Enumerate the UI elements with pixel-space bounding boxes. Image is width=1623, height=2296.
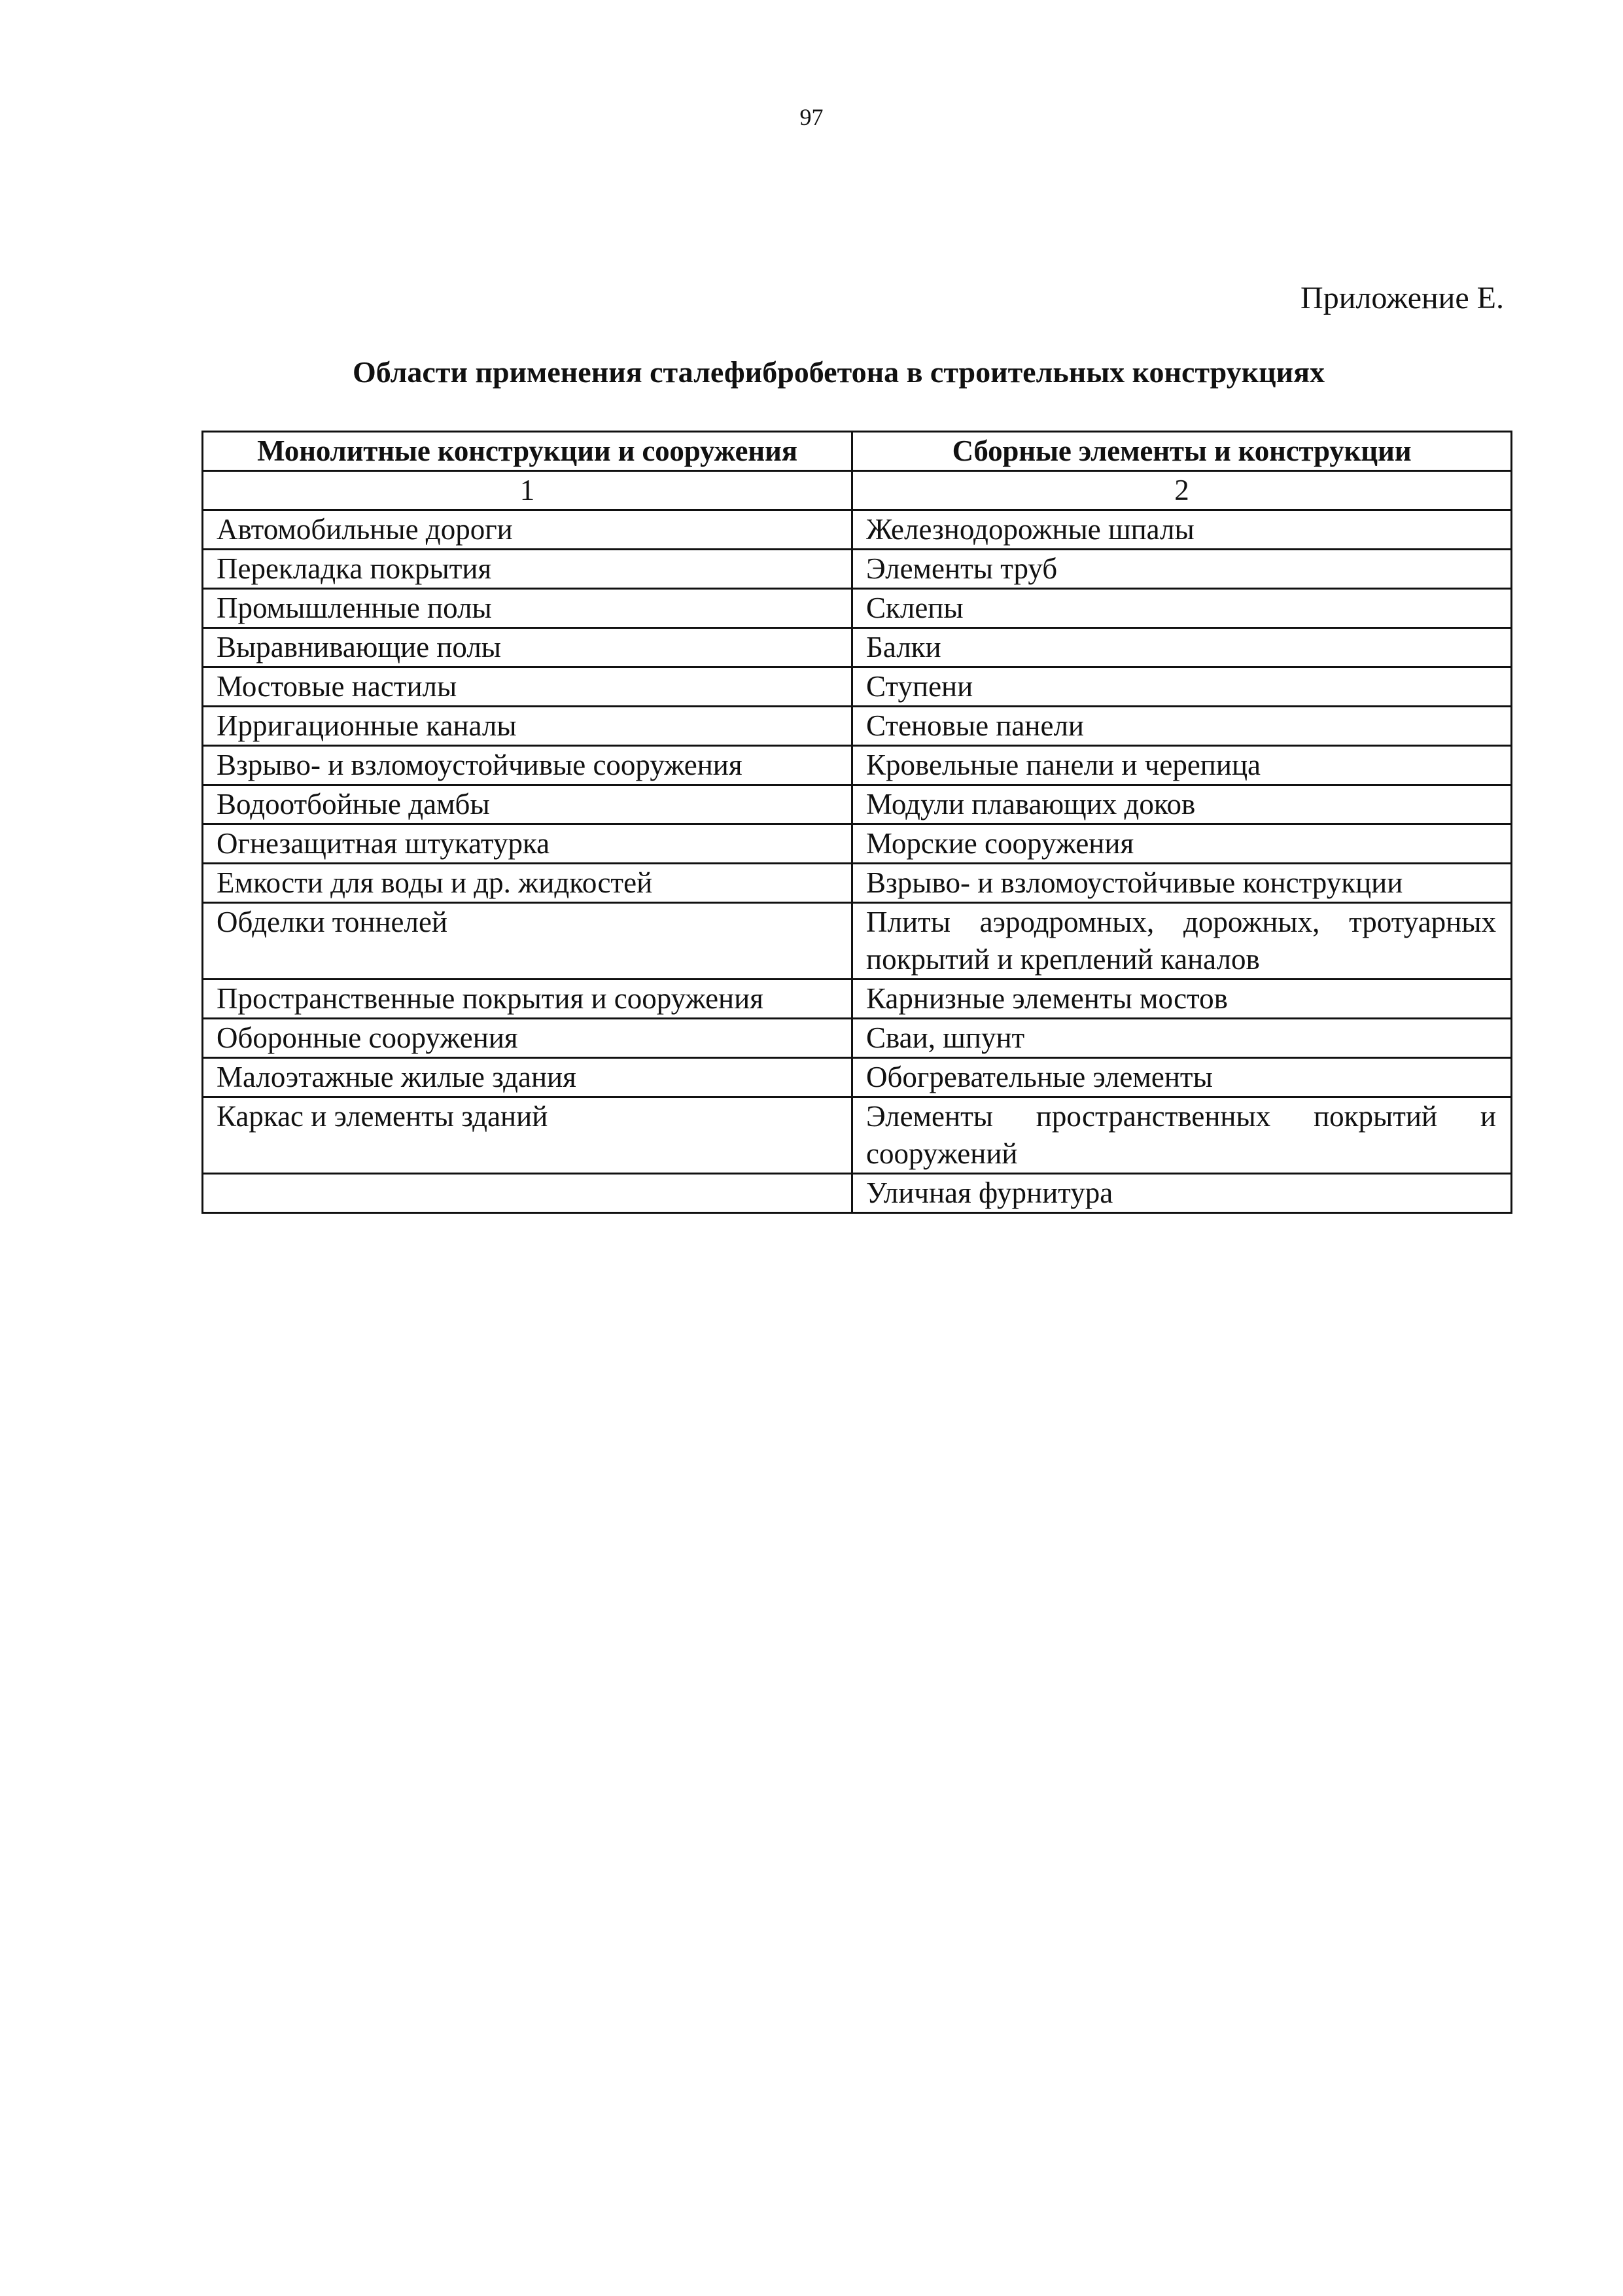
table-row bbox=[203, 550, 1512, 589]
precast-cell: Сваи, шпунт bbox=[852, 1019, 1512, 1058]
precast-cell: Морские сооружения bbox=[852, 824, 1512, 864]
table-row bbox=[203, 1174, 1512, 1213]
monolithic-cell: Ирригационные каналы bbox=[203, 707, 852, 746]
monolithic-cell: Перекладка покрытия bbox=[203, 550, 852, 589]
header-monolithic: Монолитные конструкции и сооружения bbox=[203, 432, 852, 471]
precast-cell: Склепы bbox=[852, 589, 1512, 628]
precast-cell: Уличная фурнитура bbox=[852, 1174, 1512, 1213]
table-row bbox=[203, 1019, 1512, 1058]
monolithic-cell: Мостовые настилы bbox=[203, 667, 852, 707]
table-row bbox=[203, 864, 1512, 903]
monolithic-cell: Пространственные покрытия и сооружения bbox=[203, 980, 852, 1019]
table-row bbox=[203, 589, 1512, 628]
precast-cell: Железнодорожные шпалы bbox=[852, 510, 1512, 550]
header-precast: Сборные элементы и конструкции bbox=[852, 432, 1512, 471]
precast-cell: Карнизные элементы мостов bbox=[852, 980, 1512, 1019]
table-row bbox=[203, 628, 1512, 667]
monolithic-cell: Автомобильные дороги bbox=[203, 510, 852, 550]
monolithic-cell: Малоэтажные жилые здания bbox=[203, 1058, 852, 1097]
precast-cell: Балки bbox=[852, 628, 1512, 667]
appendix-label: Приложение Е. bbox=[1300, 281, 1504, 315]
table-row bbox=[203, 824, 1512, 864]
precast-cell: Обогревательные элементы bbox=[852, 1058, 1512, 1097]
precast-cell: Модули плавающих доков bbox=[852, 785, 1512, 824]
precast-cell: Плиты аэродромных, дорожных, тротуарных покрытий и креплений каналов bbox=[852, 903, 1512, 980]
monolithic-cell: Емкости для воды и др. жидкостей bbox=[203, 864, 852, 903]
precast-cell: Ступени bbox=[852, 667, 1512, 707]
table-row bbox=[203, 785, 1512, 824]
column-number: 2 bbox=[852, 471, 1512, 510]
page-number: 97 bbox=[799, 104, 824, 130]
monolithic-cell: Огнезащитная штукатурка bbox=[203, 824, 852, 864]
table-row bbox=[203, 1097, 1512, 1174]
precast-cell: Кровельные панели и черепица bbox=[852, 746, 1512, 785]
table-row bbox=[203, 667, 1512, 707]
applications-table bbox=[201, 431, 1512, 1214]
precast-cell: Стеновые панели bbox=[852, 707, 1512, 746]
precast-cell: Элементы пространственных покрытий и сооружений bbox=[852, 1097, 1512, 1174]
table-row bbox=[203, 903, 1512, 980]
monolithic-cell: Обделки тоннелей bbox=[203, 903, 852, 980]
table-row bbox=[203, 510, 1512, 550]
column-number: 1 bbox=[203, 471, 852, 510]
monolithic-cell: Водоотбойные дамбы bbox=[203, 785, 852, 824]
monolithic-cell: Взрыво- и взломоустойчивые сооружения bbox=[203, 746, 852, 785]
monolithic-cell: Выравнивающие полы bbox=[203, 628, 852, 667]
monolithic-cell: Каркас и элементы зданий bbox=[203, 1097, 852, 1174]
table-row bbox=[203, 746, 1512, 785]
precast-cell: Взрыво- и взломоустойчивые конструкции bbox=[852, 864, 1512, 903]
column-number-row bbox=[203, 471, 1512, 510]
monolithic-cell bbox=[203, 1174, 852, 1213]
document-title: Области применения сталефибробетона в строительных конструкциях bbox=[352, 355, 1325, 389]
monolithic-cell: Промышленные полы bbox=[203, 589, 852, 628]
table-row bbox=[203, 980, 1512, 1019]
table-header-row bbox=[203, 432, 1512, 471]
precast-cell: Элементы труб bbox=[852, 550, 1512, 589]
monolithic-cell: Оборонные сооружения bbox=[203, 1019, 852, 1058]
table-row bbox=[203, 1058, 1512, 1097]
table-row bbox=[203, 707, 1512, 746]
